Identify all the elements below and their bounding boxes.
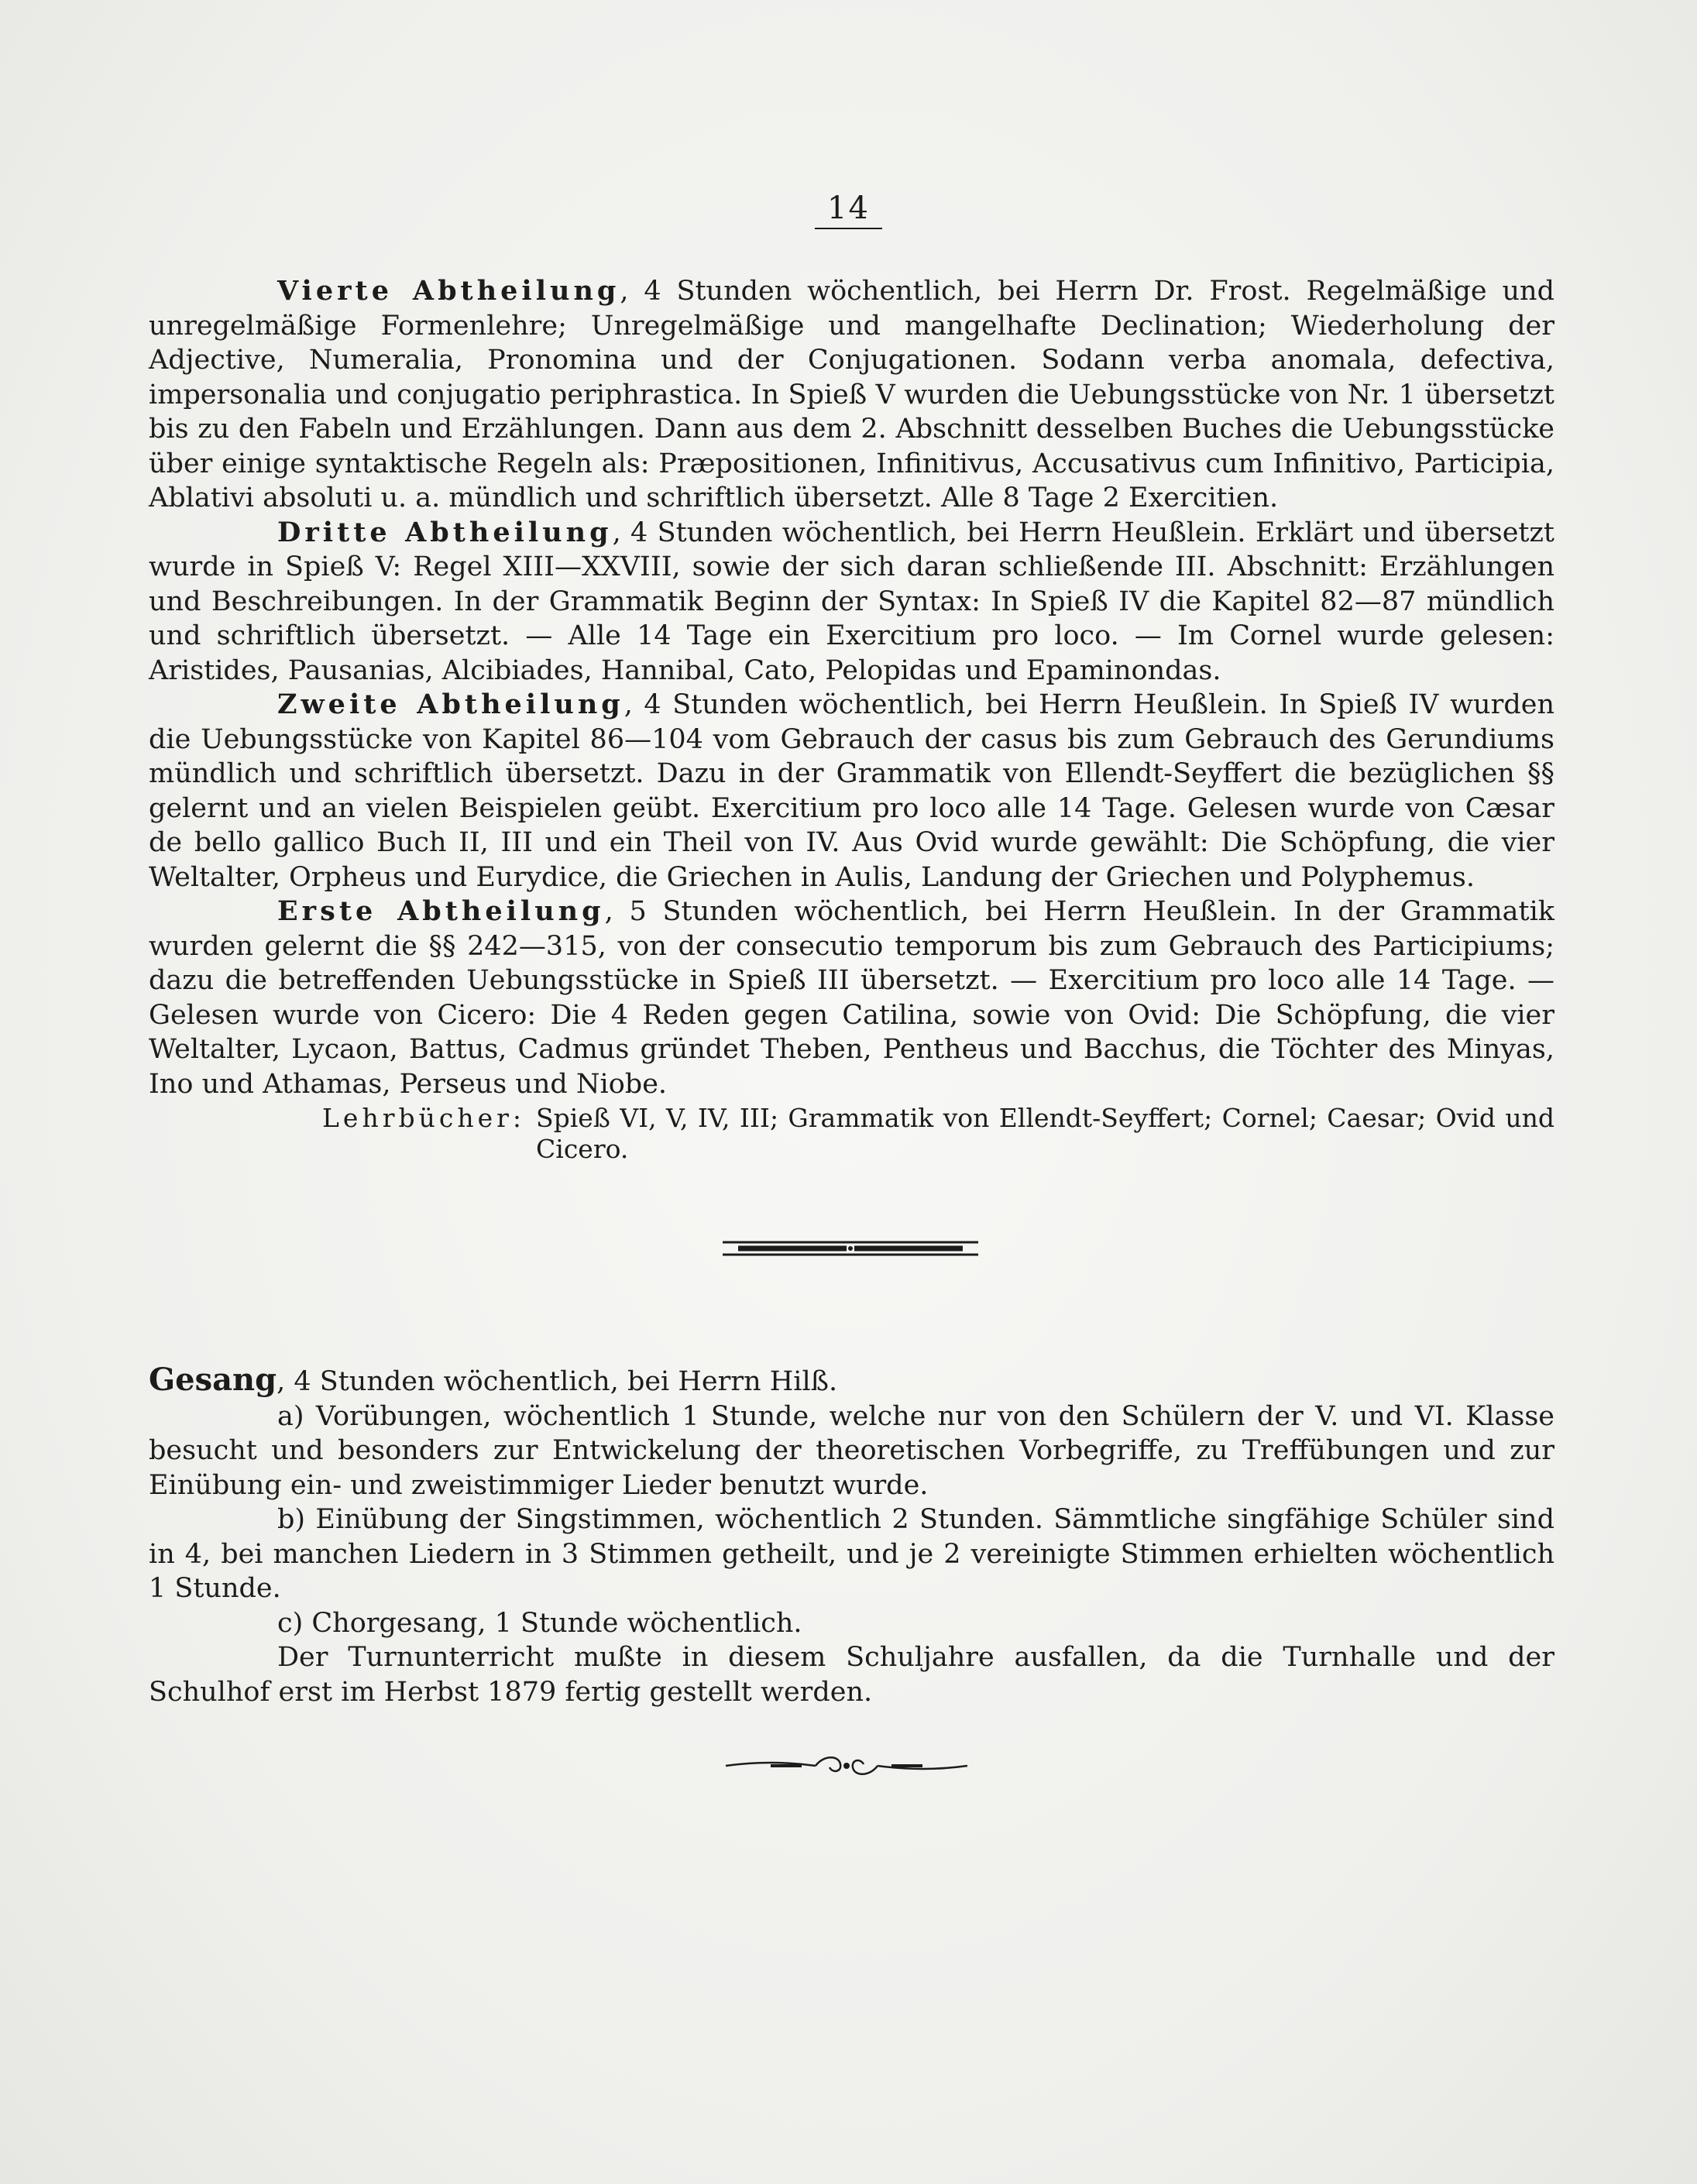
paragraph-zweite-abtheilung — [149, 688, 1554, 895]
latin-section — [149, 274, 1554, 1165]
gesang-intro: , 4 Stunden wöchentlich, bei Herrn Hilß. — [277, 1366, 838, 1397]
lehrbuecher-line — [322, 1103, 1554, 1165]
dritte-abtheilung-title: Dritte Abtheilung — [277, 516, 613, 548]
gesang-section — [149, 1363, 1554, 1709]
zweite-abtheilung-text: , 4 Stunden wöchentlich, bei Herrn Heußlein. In Spieß IV wurden die Uebungsstücke von Kapitel 86—104 vom Gebrauch der casus bis zum Gebrauch des Gerundiums mündlich und schriftlich übersetzt. Dazu in der Grammatik von Ellendt-Seyffert die bezüglichen §§ gelernt und an vielen Beispielen geübt. Exercitium pro loco alle 14 Tage. Gelesen wurde von Cæsar de bello gallico Buch II, III und ein Theil von IV. Aus Ovid wurde gewählt: Die Schöpfung, die vier Weltalter, Orpheus und Eurydice, die Griechen in Aulis, Landung der Griechen und Polyphemus. — [149, 689, 1554, 893]
gesang-item-c: c) Chorgesang, 1 Stunde wöchentlich. — [277, 1607, 802, 1639]
vierte-abtheilung-title: Vierte Abtheilung — [277, 275, 620, 307]
paragraph-dritte-abtheilung — [149, 516, 1554, 689]
ornamental-tailpiece — [724, 1749, 969, 1783]
erste-abtheilung-text: , 5 Stunden wöchentlich, bei Herrn Heußlein. In der Grammatik wurden gelernt die §§ 242—315, von der consecutio temporum bis zum Gebrauch des Participiums; dazu die betreffenden Uebungsstücke in Spieß III übersetzt. — Exercitium pro loco alle 14 Tage. — Gelesen wurde von Cicero: Die 4 Reden gegen Catilina, sowie von Ovid: Die Schöpfung, die vier Weltalter, Lycaon, Battus, Cadmus gründet Theben, Pentheus und Bacchus, die Töchter des Minyas, Ino und Athamas, Perseus und Niobe. — [149, 896, 1554, 1100]
gesang-title: Gesang — [149, 1362, 277, 1398]
erste-abtheilung-title: Erste Abtheilung — [277, 895, 605, 927]
show-through-lower — [139, 1665, 1580, 2130]
paragraph-erste-abtheilung — [149, 895, 1554, 1101]
zweite-abtheilung-title: Zweite Abtheilung — [277, 689, 624, 720]
dritte-abtheilung-text: , 4 Stunden wöchentlich, bei Herrn Heußlein. Erklärt und übersetzt wurde in Spieß V: Regel XIII—XXVIII, sowie der sich daran schließende III. Abschnitt: Erzählungen und Beschreibungen. In der Grammatik Beginn der Syntax: In Spieß IV die Kapitel 82—87 mündlich und schriftlich übersetzt. — Alle 14 Tage ein Exercitium pro loco. — Im Cornel wurde gelesen: Aristides, Pausanias, Alcibiades, Hannibal, Cato, Pelopidas und Epaminondas. — [149, 517, 1555, 686]
ornamental-rule-divider — [723, 1225, 978, 1272]
gesang-heading-line — [149, 1363, 1554, 1399]
page-number — [0, 191, 1697, 229]
lehrbuecher-text: Spieß VI, V, IV, III; Grammatik von Ellendt-Seyffert; Cornel; Caesar; Ovid und Cicero. — [536, 1103, 1554, 1164]
lehrbuecher-label: Lehrbücher: — [322, 1103, 526, 1133]
turnen-paragraph: Der Turnunterricht mußte in diesem Schuljahre ausfallen, da die Turnhalle und der Schulhof erst im Herbst 1879 fertig gestellt werden. — [149, 1642, 1554, 1708]
gesang-item-b: b) Einübung der Singstimmen, wöchentlich 2 Stunden. Sämmtliche singfähige Schüler sind in 4, bei manchen Liedern in 3 Stimmen getheilt, und je 2 vereinigte Stimmen erhielten wöchentlich 1 Stunde. — [149, 1504, 1554, 1604]
page-number-text: 14 — [815, 191, 882, 229]
paragraph-vierte-abtheilung — [149, 274, 1554, 516]
gesang-item-a: a) Vorübungen, wöchentlich 1 Stunde, welche nur von den Schülern der V. und VI. Klasse besucht und besonders zur Entwickelung der theoretischen Vorbegriffe, zu Treffübungen und zur Einübung ein- und zweistimmiger Lieder benutzt wurde. — [149, 1400, 1554, 1501]
vierte-abtheilung-text: , 4 Stunden wöchentlich, bei Herrn Dr. Frost. Regelmäßige und unregelmäßige Formenlehre; Unregelmäßige und mangelhafte Declination; Wiederholung der Adjective, Numeralia, Pronomina und der Conjugationen. Sodann verba anomala, defectiva, impersonalia und conjugatio periphrastica. In Spieß V wurden die Uebungsstücke von Nr. 1 übersetzt bis zu den Fabeln und Erzählungen. Dann aus dem 2. Abschnitt desselben Buches die Uebungsstücke über einige syntaktische Regeln als: Præpositionen, Infinitivus, Accusativus cum Infinitivo, Participia, Ablativi absoluti u. a. mündlich und schriftlich übersetzt. Alle 8 Tage 2 Exercitien. — [149, 276, 1554, 513]
